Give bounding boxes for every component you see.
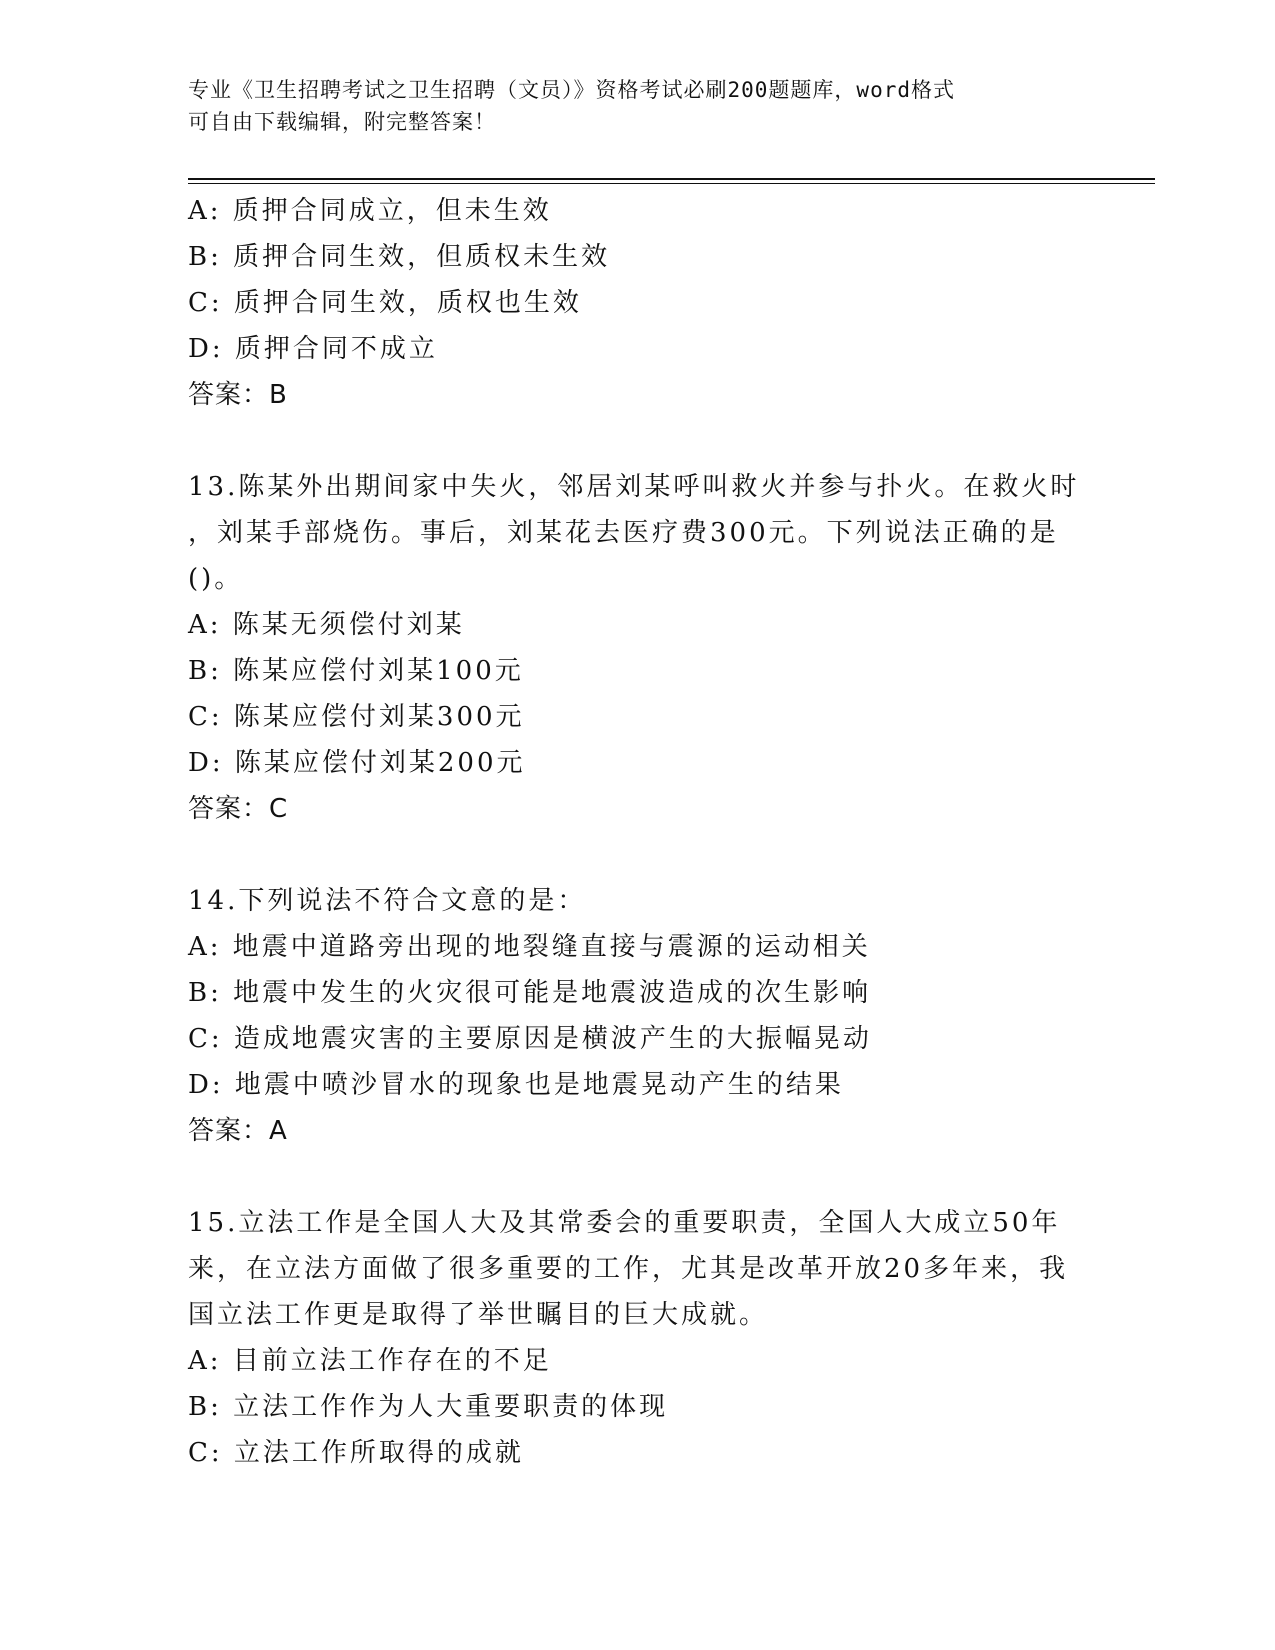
- option-c: C: 质押合同生效，质权也生效: [188, 288, 582, 318]
- question-stem-line: 15.立法工作是全国人大及其常委会的重要职责，全国人大成立50年: [188, 1208, 1061, 1238]
- header-line-2: 可自由下载编辑，附完整答案！: [188, 110, 496, 134]
- question-list: [188, 188, 1088, 1476]
- answer-line: 答案：A: [188, 1116, 288, 1146]
- option-a: A: 质押合同成立，但未生效: [188, 196, 552, 226]
- document-header: [188, 74, 1068, 138]
- question-stem-line: 14.下列说法不符合文意的是：: [188, 886, 587, 916]
- question-stem-line: 国立法工作更是取得了举世瞩目的巨大成就。: [188, 1300, 769, 1330]
- answer-line: 答案：C: [188, 794, 289, 824]
- question-12: [188, 188, 1088, 418]
- option-d: D: 质押合同不成立: [188, 334, 438, 364]
- option-c: C: 造成地震灾害的主要原因是横波产生的大振幅晃动: [188, 1024, 872, 1054]
- option-a: A: 陈某无须偿付刘某: [188, 610, 465, 640]
- spacer: [188, 1154, 1088, 1200]
- option-d: D: 陈某应偿付刘某200元: [188, 748, 526, 778]
- option-a: A: 目前立法工作存在的不足: [188, 1346, 552, 1376]
- question-stem-line: ，刘某手部烧伤。事后，刘某花去医疗费300元。下列说法正确的是: [188, 518, 1059, 548]
- header-line-1: 专业《卫生招聘考试之卫生招聘（文员）》资格考试必刷200题题库，word格式: [188, 78, 955, 102]
- question-stem-line: 来，在立法方面做了很多重要的工作，尤其是改革开放20多年来，我: [188, 1254, 1069, 1284]
- answer-line: 答案：B: [188, 380, 288, 410]
- option-c: C: 立法工作所取得的成就: [188, 1438, 524, 1468]
- question-stem-line: ()。: [188, 564, 244, 594]
- option-c: C: 陈某应偿付刘某300元: [188, 702, 525, 732]
- option-b: B: 陈某应偿付刘某100元: [188, 656, 524, 686]
- option-b: B: 立法工作作为人大重要职责的体现: [188, 1392, 669, 1422]
- question-14: [188, 878, 1088, 1154]
- header-rule-thin: [188, 183, 1155, 184]
- header-rule: [188, 178, 1155, 180]
- question-13: [188, 464, 1088, 832]
- spacer: [188, 832, 1088, 878]
- question-stem-line: 13.陈某外出期间家中失火，邻居刘某呼叫救火并参与扑火。在救火时: [188, 472, 1080, 502]
- option-b: B: 地震中发生的火灾很可能是地震波造成的次生影响: [188, 978, 872, 1008]
- option-d: D: 地震中喷沙冒水的现象也是地震晃动产生的结果: [188, 1070, 844, 1100]
- spacer: [188, 418, 1088, 464]
- option-b: B: 质押合同生效，但质权未生效: [188, 242, 611, 272]
- option-a: A: 地震中道路旁出现的地裂缝直接与震源的运动相关: [188, 932, 871, 962]
- question-15: [188, 1200, 1088, 1476]
